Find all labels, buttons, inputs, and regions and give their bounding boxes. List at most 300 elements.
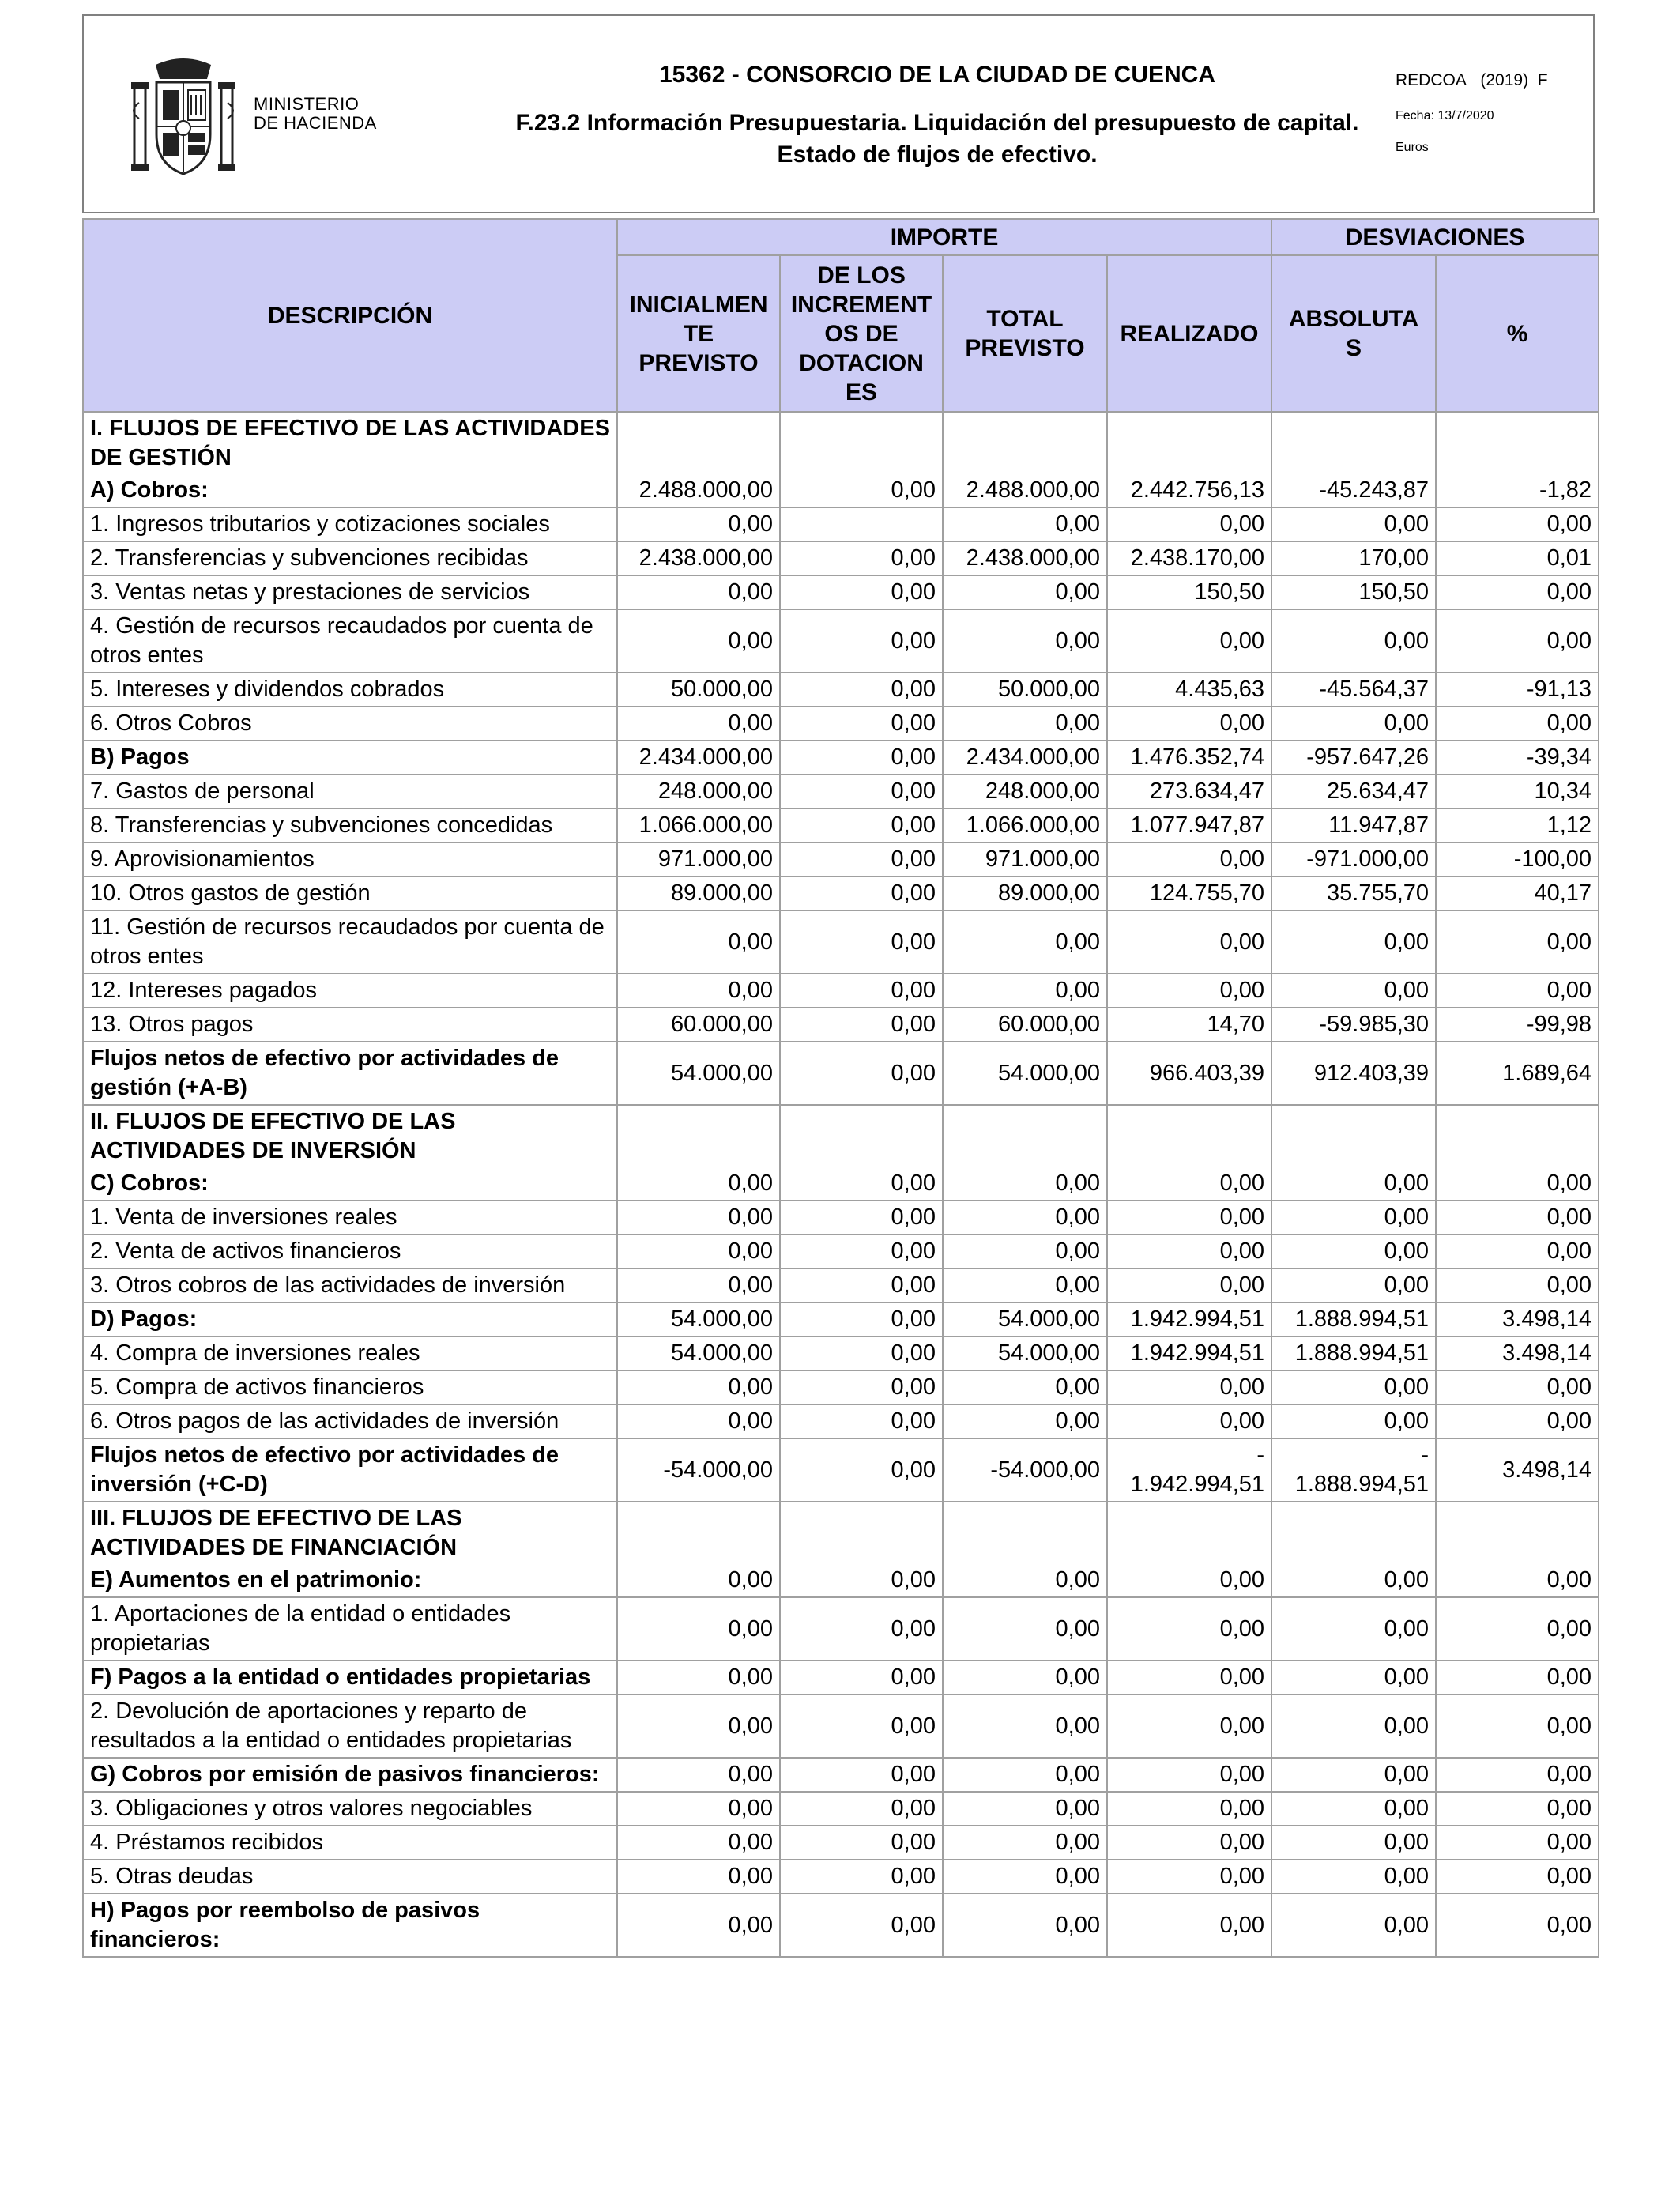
row-description: 7. Gastos de personal <box>83 775 617 809</box>
row-description: II. FLUJOS DE EFECTIVO DE LAS ACTIVIDADES DE INVERSIÓN <box>83 1105 617 1167</box>
row-value: 0,00 <box>1271 507 1436 541</box>
row-value: 0,00 <box>780 541 943 575</box>
row-value: 0,00 <box>943 707 1107 741</box>
row-value: 150,50 <box>1271 575 1436 609</box>
row-value: 0,00 <box>943 1758 1107 1792</box>
row-value: 0,00 <box>1436 1597 1599 1661</box>
row-description: 3. Ventas netas y prestaciones de servicios <box>83 575 617 609</box>
row-value: 0,00 <box>1271 1661 1436 1695</box>
col-header-incrementos: DE LOS INCREMENT OS DE DOTACION ES <box>780 255 943 412</box>
row-value: 0,00 <box>1107 1792 1271 1826</box>
row-value: -957.647,26 <box>1271 741 1436 775</box>
row-value: 2.488.000,00 <box>617 474 780 507</box>
empty-cell <box>1436 1105 1599 1167</box>
row-description: 6. Otros Cobros <box>83 707 617 741</box>
row-value: 0,00 <box>617 1792 780 1826</box>
row-value: 0,00 <box>1436 1792 1599 1826</box>
row-description: B) Pagos <box>83 741 617 775</box>
row-description: 11. Gestión de recursos recaudados por cuenta de otros entes <box>83 910 617 974</box>
row-value: 0,00 <box>1436 575 1599 609</box>
row-value: 150,50 <box>1107 575 1271 609</box>
row-value: 0,00 <box>1436 1201 1599 1235</box>
row-value: 0,00 <box>1436 507 1599 541</box>
row-value: 0,00 <box>617 575 780 609</box>
table-row <box>83 575 1599 609</box>
row-value: 0,00 <box>780 1201 943 1235</box>
row-value: 2.488.000,00 <box>943 474 1107 507</box>
table-row <box>83 707 1599 741</box>
row-value: 0,00 <box>780 1167 943 1201</box>
table-row <box>83 876 1599 910</box>
row-value: 0,00 <box>1107 1826 1271 1860</box>
col-header-porcentaje: % <box>1436 255 1599 412</box>
report-header <box>82 14 1595 213</box>
row-description: 13. Otros pagos <box>83 1008 617 1042</box>
row-value: 0,00 <box>1271 1167 1436 1201</box>
ministry-logo-text <box>254 95 377 133</box>
empty-cell <box>780 1105 943 1167</box>
empty-cell <box>1271 1105 1436 1167</box>
row-value: 0,00 <box>617 1661 780 1695</box>
row-value: 35.755,70 <box>1271 876 1436 910</box>
row-value: 1.476.352,74 <box>1107 741 1271 775</box>
row-value: 54.000,00 <box>617 1042 780 1105</box>
row-value: 2.438.000,00 <box>943 541 1107 575</box>
col-header-total-previsto: TOTAL PREVISTO <box>943 255 1107 412</box>
table-row <box>83 673 1599 707</box>
row-value: 0,00 <box>1436 1167 1599 1201</box>
code: REDCOA <box>1396 71 1467 89</box>
row-value: 25.634,47 <box>1271 775 1436 809</box>
row-value: 1.942.994,51 <box>1107 1302 1271 1336</box>
table-row <box>83 1894 1599 1957</box>
row-value: 0,00 <box>780 876 943 910</box>
table-row <box>83 1564 1599 1597</box>
table-row <box>83 1438 1599 1502</box>
row-value: 14,70 <box>1107 1008 1271 1042</box>
row-value: 0,00 <box>617 1597 780 1661</box>
row-value: 0,00 <box>780 1370 943 1404</box>
table-row <box>83 609 1599 673</box>
row-value: 0,00 <box>780 974 943 1008</box>
row-value: 0,00 <box>780 1860 943 1894</box>
row-value: 0,00 <box>780 673 943 707</box>
table-row <box>83 1792 1599 1826</box>
table-row <box>83 1370 1599 1404</box>
section-row <box>83 412 1599 474</box>
ministry-line2: DE HACIENDA <box>254 113 377 133</box>
row-value: 0,00 <box>780 1661 943 1695</box>
row-value: 0,00 <box>617 1201 780 1235</box>
row-value: 0,00 <box>943 1661 1107 1695</box>
row-value: 0,00 <box>617 1404 780 1438</box>
row-value: 1.888.994,51 <box>1271 1302 1436 1336</box>
row-value: -99,98 <box>1436 1008 1599 1042</box>
row-description: Flujos netos de efectivo por actividades de inversión (+C-D) <box>83 1438 617 1502</box>
row-value: 10,34 <box>1436 775 1599 809</box>
row-value: 54.000,00 <box>943 1336 1107 1370</box>
row-value: -91,13 <box>1436 673 1599 707</box>
row-value: 0,00 <box>1107 1235 1271 1269</box>
row-value: 0,00 <box>780 1269 943 1302</box>
empty-cell <box>617 1502 780 1564</box>
row-value: 0,00 <box>1436 1370 1599 1404</box>
row-value: 0,00 <box>617 1370 780 1404</box>
row-description: Flujos netos de efectivo por actividades de gestión (+A-B) <box>83 1042 617 1105</box>
row-value: 50.000,00 <box>943 673 1107 707</box>
row-value: 0,00 <box>1271 910 1436 974</box>
row-value: 60.000,00 <box>617 1008 780 1042</box>
row-value: 89.000,00 <box>617 876 780 910</box>
col-group-importe: IMPORTE <box>617 219 1271 255</box>
col-group-desviaciones: DESVIACIONES <box>1271 219 1599 255</box>
row-value: 0,00 <box>780 1235 943 1269</box>
table-row <box>83 1235 1599 1269</box>
coat-of-arms-icon <box>128 55 239 182</box>
currency: Euros <box>1396 141 1429 154</box>
row-description: 3. Otros cobros de las actividades de inversión <box>83 1269 617 1302</box>
row-value: -59.985,30 <box>1271 1008 1436 1042</box>
report-date: Fecha: 13/7/2020 <box>1396 109 1494 123</box>
row-description: H) Pagos por reembolso de pasivos financieros: <box>83 1894 617 1957</box>
row-value: 0,00 <box>1107 609 1271 673</box>
empty-cell <box>1107 1502 1271 1564</box>
row-value: 0,00 <box>780 609 943 673</box>
row-value: 0,00 <box>1107 1860 1271 1894</box>
table-row <box>83 1201 1599 1235</box>
section-row <box>83 1502 1599 1564</box>
col-header-inicialmente-previsto: INICIALMEN TE PREVISTO <box>617 255 780 412</box>
row-value: 1.942.994,51 <box>1107 1336 1271 1370</box>
row-value: 0,00 <box>780 1894 943 1957</box>
row-value: 0,00 <box>617 609 780 673</box>
row-value: 0,00 <box>780 1695 943 1758</box>
row-value: 1.077.947,87 <box>1107 809 1271 843</box>
row-description: 1. Venta de inversiones reales <box>83 1201 617 1235</box>
row-value: 0,00 <box>943 1564 1107 1597</box>
row-description: 3. Obligaciones y otros valores negociables <box>83 1792 617 1826</box>
row-description: 2. Devolución de aportaciones y reparto de resultados a la entidad o entidades propietarias <box>83 1695 617 1758</box>
row-value: 0,00 <box>1436 1826 1599 1860</box>
row-value: 0,00 <box>943 1235 1107 1269</box>
row-value: 0,00 <box>780 741 943 775</box>
empty-cell <box>943 1502 1107 1564</box>
row-value: 0,00 <box>617 1894 780 1957</box>
row-value <box>780 507 943 541</box>
row-value: 0,00 <box>780 1008 943 1042</box>
row-value: 0,00 <box>1436 1564 1599 1597</box>
row-value: 0,00 <box>943 1597 1107 1661</box>
row-value: -971.000,00 <box>1271 843 1436 876</box>
empty-cell <box>1107 1105 1271 1167</box>
row-value: 170,00 <box>1271 541 1436 575</box>
year: (2019) <box>1480 71 1529 89</box>
row-value: 0,00 <box>1271 1894 1436 1957</box>
row-value: 0,00 <box>780 1758 943 1792</box>
row-value: 1.066.000,00 <box>943 809 1107 843</box>
row-value: 0,00 <box>1271 1201 1436 1235</box>
table-row <box>83 1826 1599 1860</box>
row-description: 2. Venta de activos financieros <box>83 1235 617 1269</box>
empty-cell <box>943 1105 1107 1167</box>
row-value: 0,00 <box>1271 1758 1436 1792</box>
row-value: 0,00 <box>1107 1661 1271 1695</box>
row-value: -54.000,00 <box>617 1438 780 1502</box>
row-value: 0,00 <box>1271 1826 1436 1860</box>
row-value: 0,00 <box>780 707 943 741</box>
row-value: 0,00 <box>1271 1792 1436 1826</box>
row-value: 0,00 <box>943 1201 1107 1235</box>
form-title-line2: Estado de flujos de efectivo. <box>777 141 1098 168</box>
row-value: 0,00 <box>1271 1860 1436 1894</box>
row-value: 0,00 <box>1107 1695 1271 1758</box>
row-value: 0,00 <box>1436 1404 1599 1438</box>
row-value: 0,00 <box>1436 1695 1599 1758</box>
form-title <box>463 107 1411 171</box>
entity-title: 15362 - CONSORCIO DE LA CIUDAD DE CUENCA <box>659 62 1215 88</box>
row-value: 0,00 <box>617 1758 780 1792</box>
row-description: E) Aumentos en el patrimonio: <box>83 1564 617 1597</box>
row-value: 0,00 <box>617 1826 780 1860</box>
table-row <box>83 1695 1599 1758</box>
row-value: 0,00 <box>1436 1235 1599 1269</box>
row-value: -54.000,00 <box>943 1438 1107 1502</box>
row-description: G) Cobros por emisión de pasivos financieros: <box>83 1758 617 1792</box>
row-value: 0,00 <box>1107 1269 1271 1302</box>
table-row <box>83 474 1599 507</box>
row-description: 6. Otros pagos de las actividades de inversión <box>83 1404 617 1438</box>
row-value: 0,00 <box>943 1826 1107 1860</box>
row-value: 0,00 <box>1107 1894 1271 1957</box>
row-description: 5. Compra de activos financieros <box>83 1370 617 1404</box>
cash-flow-table <box>82 218 1599 1958</box>
row-value: 0,00 <box>943 1792 1107 1826</box>
form-title-line1: F.23.2 Información Presupuestaria. Liquidación del presupuesto de capital. <box>515 110 1359 136</box>
table-row <box>83 775 1599 809</box>
row-value: 0,00 <box>1107 1167 1271 1201</box>
row-description: 9. Aprovisionamientos <box>83 843 617 876</box>
empty-cell <box>617 412 780 474</box>
row-description: 4. Compra de inversiones reales <box>83 1336 617 1370</box>
row-value: - 1.942.994,51 <box>1107 1438 1271 1502</box>
table-row <box>83 910 1599 974</box>
empty-cell <box>1436 412 1599 474</box>
col-header-absolutas: ABSOLUTA S <box>1271 255 1436 412</box>
row-value: 0,00 <box>780 1302 943 1336</box>
row-value: 0,00 <box>943 609 1107 673</box>
row-value: 0,00 <box>1271 1404 1436 1438</box>
row-value: 0,00 <box>1271 1597 1436 1661</box>
table-row <box>83 1167 1599 1201</box>
row-value: 0,00 <box>1107 1564 1271 1597</box>
row-value: 0,00 <box>780 1826 943 1860</box>
row-value: 0,00 <box>1436 1661 1599 1695</box>
table-row <box>83 1336 1599 1370</box>
table-row <box>83 1008 1599 1042</box>
row-description: D) Pagos: <box>83 1302 617 1336</box>
row-value: 248.000,00 <box>943 775 1107 809</box>
row-value: 0,00 <box>1436 1860 1599 1894</box>
row-value: 0,01 <box>1436 541 1599 575</box>
row-value: 54.000,00 <box>943 1042 1107 1105</box>
row-value: -45.243,87 <box>1271 474 1436 507</box>
row-value: 0,00 <box>617 1695 780 1758</box>
col-header-realizado: REALIZADO <box>1107 255 1271 412</box>
row-value: 54.000,00 <box>943 1302 1107 1336</box>
row-description: 4. Préstamos recibidos <box>83 1826 617 1860</box>
row-value: 0,00 <box>1436 1894 1599 1957</box>
empty-cell <box>780 1502 943 1564</box>
row-description: F) Pagos a la entidad o entidades propietarias <box>83 1661 617 1695</box>
row-value: 0,00 <box>943 575 1107 609</box>
table-row <box>83 1661 1599 1695</box>
row-value: 0,00 <box>1271 1695 1436 1758</box>
row-description: 8. Transferencias y subvenciones concedidas <box>83 809 617 843</box>
row-value: 2.434.000,00 <box>943 741 1107 775</box>
row-value: 0,00 <box>1107 1201 1271 1235</box>
row-value: 0,00 <box>1436 974 1599 1008</box>
row-value: 0,00 <box>1107 974 1271 1008</box>
table-row <box>83 809 1599 843</box>
table-row <box>83 974 1599 1008</box>
row-description: I. FLUJOS DE EFECTIVO DE LAS ACTIVIDADES DE GESTIÓN <box>83 412 617 474</box>
row-value: 124.755,70 <box>1107 876 1271 910</box>
row-value: 0,00 <box>780 575 943 609</box>
row-value: 0,00 <box>617 910 780 974</box>
row-value: 0,00 <box>1271 974 1436 1008</box>
row-value: 0,00 <box>617 1269 780 1302</box>
row-value: 0,00 <box>1271 1269 1436 1302</box>
row-description: 5. Intereses y dividendos cobrados <box>83 673 617 707</box>
row-value: -100,00 <box>1436 843 1599 876</box>
row-value: 0,00 <box>617 1235 780 1269</box>
table-row <box>83 1302 1599 1336</box>
row-value: 0,00 <box>780 1336 943 1370</box>
row-value: -1,82 <box>1436 474 1599 507</box>
row-value: 0,00 <box>1436 910 1599 974</box>
row-value: 0,00 <box>780 1564 943 1597</box>
row-value: 0,00 <box>1107 507 1271 541</box>
row-value: 0,00 <box>780 1042 943 1105</box>
row-value: 1.689,64 <box>1436 1042 1599 1105</box>
row-value: 11.947,87 <box>1271 809 1436 843</box>
row-value: 0,00 <box>780 775 943 809</box>
row-value: 0,00 <box>1107 1404 1271 1438</box>
row-value: 912.403,39 <box>1271 1042 1436 1105</box>
row-value: 0,00 <box>617 1564 780 1597</box>
col-header-descripcion: DESCRIPCIÓN <box>83 219 617 412</box>
row-description: 1. Ingresos tributarios y cotizaciones sociales <box>83 507 617 541</box>
row-value: 971.000,00 <box>943 843 1107 876</box>
row-value: 2.434.000,00 <box>617 741 780 775</box>
row-value: 0,00 <box>780 1404 943 1438</box>
empty-cell <box>943 412 1107 474</box>
row-value: 0,00 <box>1271 1370 1436 1404</box>
row-value: 0,00 <box>943 1860 1107 1894</box>
row-value: 0,00 <box>617 507 780 541</box>
table-row <box>83 1758 1599 1792</box>
row-value: 3.498,14 <box>1436 1336 1599 1370</box>
row-value: 0,00 <box>617 974 780 1008</box>
row-value: 4.435,63 <box>1107 673 1271 707</box>
row-value: 0,00 <box>780 1792 943 1826</box>
code-suffix: F <box>1537 71 1548 89</box>
row-value: 2.442.756,13 <box>1107 474 1271 507</box>
row-value: 1.066.000,00 <box>617 809 780 843</box>
row-value: 0,00 <box>1107 1370 1271 1404</box>
row-value: 0,00 <box>1436 1758 1599 1792</box>
row-value: 0,00 <box>617 707 780 741</box>
table-row <box>83 741 1599 775</box>
row-value: 3.498,14 <box>1436 1438 1599 1502</box>
table-row <box>83 843 1599 876</box>
row-value: 0,00 <box>1107 1758 1271 1792</box>
row-description: 5. Otras deudas <box>83 1860 617 1894</box>
row-description: III. FLUJOS DE EFECTIVO DE LAS ACTIVIDADES DE FINANCIACIÓN <box>83 1502 617 1564</box>
row-value: 966.403,39 <box>1107 1042 1271 1105</box>
row-value: 0,00 <box>1271 707 1436 741</box>
row-value: 0,00 <box>780 1438 943 1502</box>
row-value: 0,00 <box>943 974 1107 1008</box>
row-value: 0,00 <box>780 910 943 974</box>
row-value: 0,00 <box>617 1860 780 1894</box>
row-description: C) Cobros: <box>83 1167 617 1201</box>
row-value: 0,00 <box>1436 609 1599 673</box>
row-value: 0,00 <box>1436 707 1599 741</box>
row-value: 0,00 <box>1107 707 1271 741</box>
row-value: 40,17 <box>1436 876 1599 910</box>
row-value: 0,00 <box>943 1269 1107 1302</box>
row-value: 0,00 <box>1107 910 1271 974</box>
table-row <box>83 1269 1599 1302</box>
row-value: 273.634,47 <box>1107 775 1271 809</box>
row-value: -39,34 <box>1436 741 1599 775</box>
table-row <box>83 1860 1599 1894</box>
table-body <box>83 412 1599 1957</box>
row-value: 0,00 <box>943 1695 1107 1758</box>
row-value: 1.888.994,51 <box>1271 1336 1436 1370</box>
row-value: 0,00 <box>780 474 943 507</box>
row-value: 971.000,00 <box>617 843 780 876</box>
table-row <box>83 1042 1599 1105</box>
row-value: 0,00 <box>943 1894 1107 1957</box>
row-value: 2.438.000,00 <box>617 541 780 575</box>
row-value: 0,00 <box>943 507 1107 541</box>
row-description: 12. Intereses pagados <box>83 974 617 1008</box>
row-value: 0,00 <box>943 1167 1107 1201</box>
row-value: 0,00 <box>780 843 943 876</box>
row-value: 1,12 <box>1436 809 1599 843</box>
row-description: 2. Transferencias y subvenciones recibidas <box>83 541 617 575</box>
row-value: 248.000,00 <box>617 775 780 809</box>
row-value: 0,00 <box>1436 1269 1599 1302</box>
empty-cell <box>1436 1502 1599 1564</box>
section-row <box>83 1105 1599 1167</box>
row-value: 3.498,14 <box>1436 1302 1599 1336</box>
row-value: 50.000,00 <box>617 673 780 707</box>
row-value: 0,00 <box>943 910 1107 974</box>
row-description: 1. Aportaciones de la entidad o entidades propietarias <box>83 1597 617 1661</box>
table-row <box>83 1404 1599 1438</box>
table-row <box>83 507 1599 541</box>
empty-cell <box>1107 412 1271 474</box>
row-value: 0,00 <box>1107 843 1271 876</box>
row-value: 0,00 <box>617 1167 780 1201</box>
row-description: 4. Gestión de recursos recaudados por cuenta de otros entes <box>83 609 617 673</box>
row-value: 0,00 <box>943 1370 1107 1404</box>
row-value: 0,00 <box>1271 1564 1436 1597</box>
row-description: 10. Otros gastos de gestión <box>83 876 617 910</box>
